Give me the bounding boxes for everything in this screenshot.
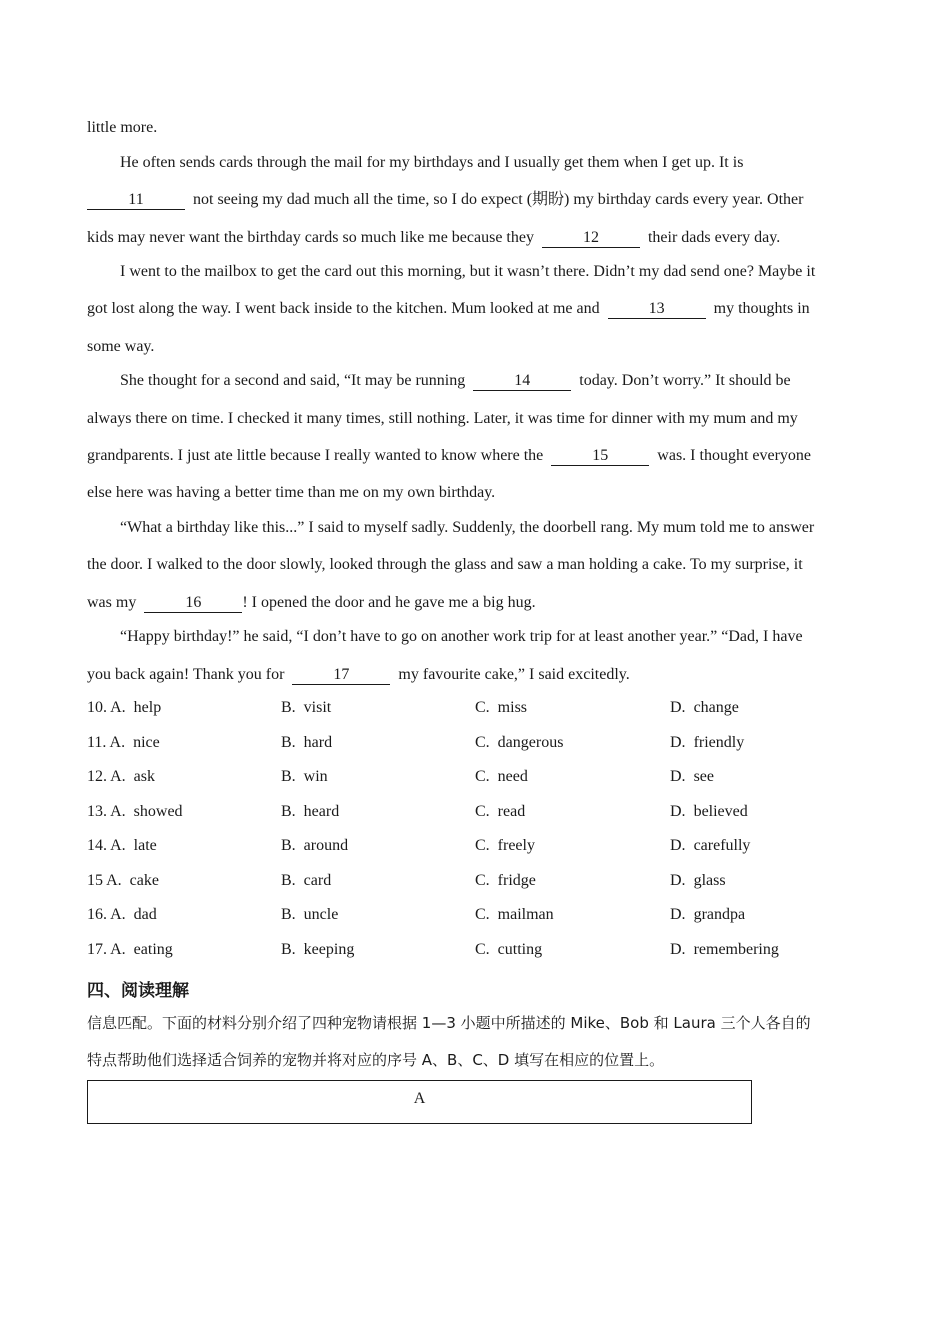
option-d: see — [693, 768, 714, 785]
option-row — [87, 837, 867, 857]
option-d-label: D. — [670, 803, 686, 820]
option-c-label: C. — [475, 837, 490, 854]
option-a: help — [133, 699, 162, 716]
option-c-label: C. — [475, 803, 490, 820]
option-choice[interactable] — [281, 699, 331, 717]
option-choice[interactable] — [87, 941, 173, 959]
option-c: mailman — [497, 906, 554, 923]
option-row — [87, 768, 867, 788]
option-b-label: B. — [281, 699, 296, 716]
answer-blank-16[interactable]: 16 — [144, 595, 242, 613]
option-choice[interactable] — [670, 872, 726, 890]
option-row — [87, 906, 867, 926]
option-choice[interactable] — [281, 941, 354, 959]
option-c-label: C. — [475, 768, 490, 785]
passage-text: their dads every day. — [647, 229, 781, 246]
option-b: keeping — [303, 941, 355, 958]
passage-line: “What a birthday like this...” I said to myself sadly. Suddenly, the doorbell rang. My mum told me to answer — [120, 519, 815, 536]
passage-line — [87, 190, 804, 210]
option-choice[interactable] — [281, 768, 328, 786]
option-choice[interactable] — [281, 803, 339, 821]
option-d: glass — [693, 872, 726, 889]
passage-line — [87, 446, 811, 466]
passage-line — [120, 371, 791, 391]
option-choice[interactable] — [670, 837, 750, 855]
option-c: read — [497, 803, 526, 820]
option-a: late — [133, 837, 157, 854]
option-b: win — [303, 768, 328, 785]
option-choice[interactable] — [670, 734, 744, 752]
option-choice[interactable] — [87, 734, 160, 752]
option-choice[interactable] — [670, 699, 739, 717]
option-row — [87, 872, 867, 892]
passage-line: the door. I walked to the door slowly, looked through the glass and saw a man holding a cake. To my surprise, it — [87, 556, 803, 573]
option-b-label: B. — [281, 803, 296, 820]
option-choice[interactable] — [281, 906, 338, 924]
option-d-label: D. — [670, 906, 686, 923]
option-choice[interactable] — [87, 837, 157, 855]
option-b-label: B. — [281, 941, 296, 958]
passage-line — [87, 665, 630, 685]
passage-text: kids may never want the birthday cards so much like me because they — [87, 229, 534, 246]
option-number: 11. A. — [87, 734, 126, 751]
option-c-label: C. — [475, 699, 490, 716]
option-c: freely — [497, 837, 535, 854]
option-c-label: C. — [475, 734, 490, 751]
answer-blank-13[interactable]: 13 — [608, 301, 706, 319]
option-number: 16. A. — [87, 906, 126, 923]
passage-text: you back again! Thank you for — [87, 666, 285, 683]
option-choice[interactable] — [87, 803, 183, 821]
option-number: 15 A. — [87, 872, 122, 889]
option-c: need — [497, 768, 528, 785]
option-choice[interactable] — [475, 906, 554, 924]
option-d: grandpa — [693, 906, 746, 923]
passage-text: my thoughts in — [713, 300, 810, 317]
passage-line: little more. — [87, 119, 158, 136]
passage-text: grandparents. I just ate little because I really wanted to know where the — [87, 447, 544, 464]
option-d: change — [693, 699, 739, 716]
option-choice[interactable] — [475, 941, 542, 959]
option-b-label: B. — [281, 906, 296, 923]
option-d-label: D. — [670, 941, 686, 958]
option-a: nice — [133, 734, 160, 751]
passage-text: today. Don’t worry.” It should be — [579, 372, 791, 389]
passage-text: not seeing my dad much all the time, so I do expect (期盼) my birthday cards every year. Other — [193, 191, 804, 208]
option-choice[interactable] — [475, 699, 527, 717]
option-c-label: C. — [475, 941, 490, 958]
passage-line — [87, 228, 780, 248]
option-choice[interactable] — [670, 906, 745, 924]
material-box-label: A — [413, 1090, 426, 1107]
option-d: believed — [693, 803, 748, 820]
instruction-line: 特点帮助他们选择适合饲养的宠物并将对应的序号 A、B、C、D 填写在相应的位置上。 — [87, 1051, 665, 1069]
passage-line: He often sends cards through the mail for my birthdays and I usually get them when I get up. It is — [120, 154, 744, 171]
option-a: cake — [129, 872, 159, 889]
option-choice[interactable] — [475, 734, 563, 752]
option-b-label: B. — [281, 734, 296, 751]
option-b-label: B. — [281, 837, 296, 854]
option-b: card — [303, 872, 332, 889]
option-choice[interactable] — [87, 699, 161, 717]
passage-text: got lost along the way. I went back inside to the kitchen. Mum looked at me and — [87, 300, 600, 317]
option-b-label: B. — [281, 872, 296, 889]
option-choice[interactable] — [475, 803, 525, 821]
passage-line: I went to the mailbox to get the card out this morning, but it wasn’t there. Didn’t my dad send one? Maybe it — [120, 263, 816, 280]
option-number: 10. A. — [87, 699, 126, 716]
option-number: 12. A. — [87, 768, 126, 785]
option-number: 13. A. — [87, 803, 126, 820]
passage-line: else here was having a better time than me on my own birthday. — [87, 484, 496, 501]
passage-text: She thought for a second and said, “It may be running — [120, 372, 466, 389]
option-b: around — [303, 837, 349, 854]
option-row — [87, 941, 867, 961]
answer-blank-17[interactable]: 17 — [292, 667, 390, 685]
option-d-label: D. — [670, 837, 686, 854]
section-heading: 四、阅读理解 — [87, 981, 189, 1001]
option-a: ask — [133, 768, 155, 785]
option-choice[interactable] — [670, 768, 714, 786]
option-d-label: D. — [670, 699, 686, 716]
passage-line: some way. — [87, 338, 155, 355]
passage-text: was my — [87, 594, 137, 611]
option-c-label: C. — [475, 906, 490, 923]
option-choice[interactable] — [87, 768, 155, 786]
option-row — [87, 699, 867, 719]
option-c: cutting — [497, 941, 543, 958]
option-c-label: C. — [475, 872, 490, 889]
option-number: 14. A. — [87, 837, 126, 854]
passage-line: “Happy birthday!” he said, “I don’t have to go on another work trip for at least another year.” “Dad, I have — [120, 628, 803, 645]
option-b-label: B. — [281, 768, 296, 785]
passage-text: ! I opened the door and he gave me a big hug. — [242, 594, 536, 611]
option-d-label: D. — [670, 768, 686, 785]
option-choice[interactable] — [87, 872, 159, 890]
answer-blank-11[interactable]: 11 — [87, 192, 185, 210]
passage-line — [87, 593, 536, 613]
option-c: fridge — [497, 872, 536, 889]
answer-blank-15[interactable]: 15 — [551, 448, 649, 466]
passage-text: was. I thought everyone — [657, 447, 812, 464]
option-a: eating — [133, 941, 173, 958]
option-d: remembering — [693, 941, 779, 958]
option-row — [87, 803, 867, 823]
option-d-label: D. — [670, 734, 686, 751]
instruction-line: 信息匹配。下面的材料分别介绍了四种宠物请根据 1—3 小题中所描述的 Mike、Bob 和 Laura 三个人各自的 — [87, 1014, 811, 1032]
material-box-a — [87, 1080, 752, 1124]
option-b: hard — [303, 734, 333, 751]
option-choice[interactable] — [281, 734, 332, 752]
option-a: dad — [133, 906, 157, 923]
option-b: visit — [303, 699, 332, 716]
option-choice[interactable] — [281, 872, 331, 890]
answer-blank-12[interactable]: 12 — [542, 230, 640, 248]
option-c: miss — [497, 699, 528, 716]
option-choice[interactable] — [475, 768, 528, 786]
passage-text: my favourite cake,” I said excitedly. — [398, 666, 630, 683]
option-d: carefully — [693, 837, 751, 854]
option-d: friendly — [693, 734, 745, 751]
option-choice[interactable] — [475, 872, 536, 890]
option-a: showed — [133, 803, 183, 820]
option-choice[interactable] — [281, 837, 348, 855]
option-d-label: D. — [670, 872, 686, 889]
passage-line: always there on time. I checked it many times, still nothing. Later, it was time for dinner with my mum and my — [87, 410, 798, 427]
answer-blank-14[interactable]: 14 — [473, 373, 571, 391]
option-b: uncle — [303, 906, 339, 923]
option-choice[interactable] — [670, 803, 748, 821]
option-row — [87, 734, 867, 754]
passage-line — [87, 299, 810, 319]
option-number: 17. A. — [87, 941, 126, 958]
option-choice[interactable] — [670, 941, 779, 959]
option-b: heard — [303, 803, 340, 820]
option-choice[interactable] — [87, 906, 157, 924]
option-c: dangerous — [497, 734, 564, 751]
option-choice[interactable] — [475, 837, 535, 855]
